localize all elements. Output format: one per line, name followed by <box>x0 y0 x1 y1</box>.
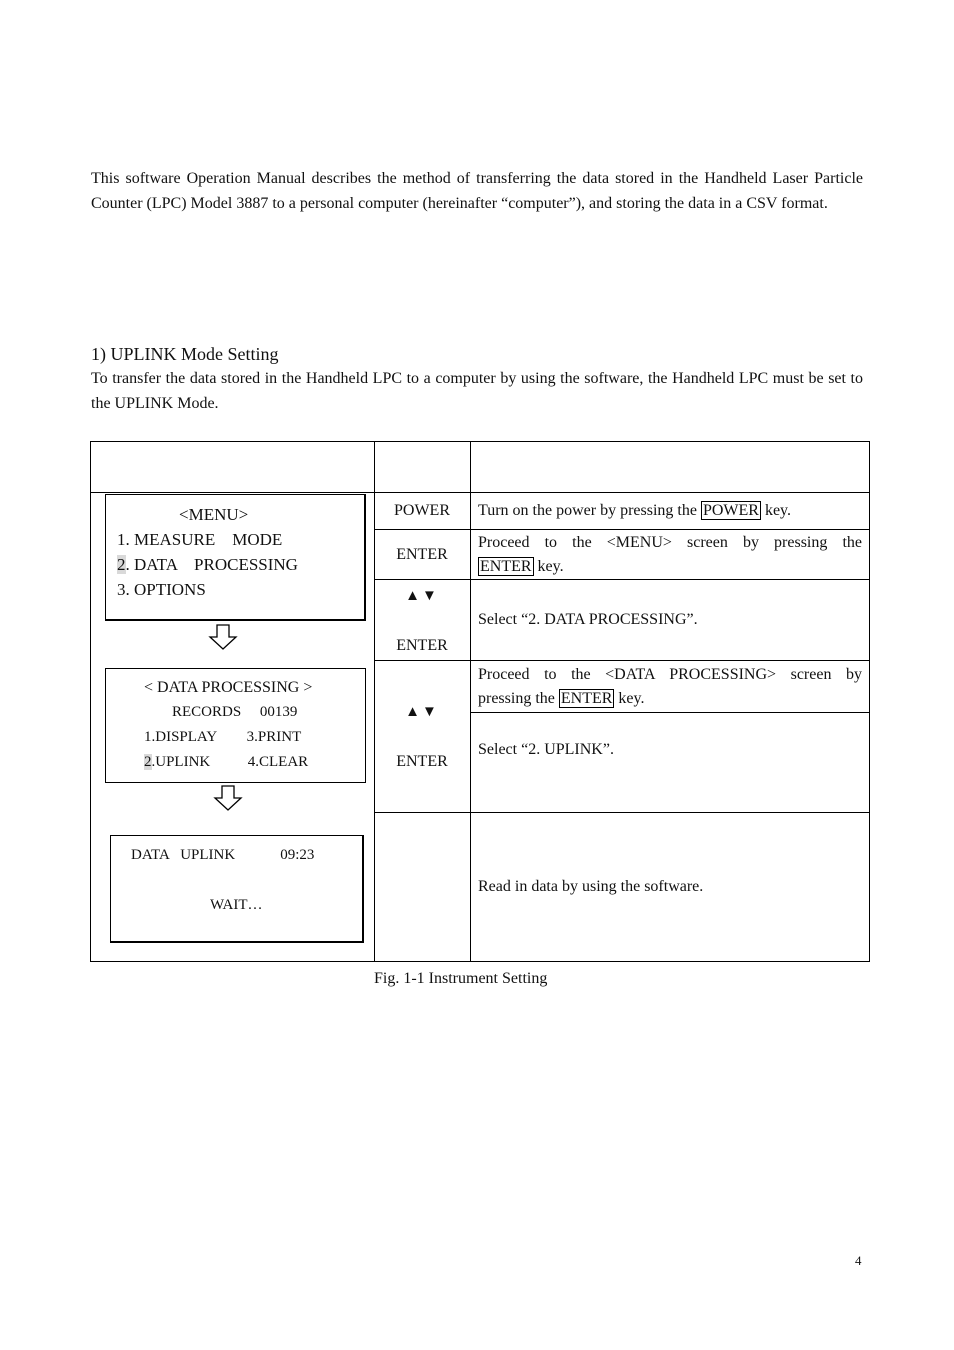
intro-paragraph: This software Operation Manual describes the method of transferring the data stored in the Handheld Laser Particle Counter (LPC) Model 3887 to a personal computer (hereinafter “computer”), and storing the data in a CSV format. <box>91 170 863 212</box>
down-arrow-icon <box>213 785 243 811</box>
uplink-cursor: 2 <box>144 754 152 770</box>
step-description-select-data-processing: Select “2. DATA PROCESSING”. <box>478 611 698 628</box>
step-description-read-data: Read in data by using the software. <box>478 878 704 895</box>
step-description-menu-line1: Proceed to the <MENU> screen by pressing the <box>478 534 862 551</box>
section-paragraph: To transfer the data stored in the Handheld LPC to a computer by using the software, the Handheld LPC must be set to the UPLINK Mode. <box>91 370 863 412</box>
key-enter: ENTER <box>396 637 448 654</box>
down-arrow-icon <box>208 624 238 650</box>
table-header-border <box>90 492 870 493</box>
menu-item-measure: 1. MEASURE MODE <box>117 530 283 549</box>
menu-item-data-processing: 2. DATA PROCESSING <box>117 555 298 574</box>
uplink-screen <box>110 835 364 943</box>
menu-screen <box>105 494 366 621</box>
data-processing-screen <box>105 668 366 783</box>
option-row-display-print: 1.DISPLAY 3.PRINT <box>144 729 302 745</box>
step-description-power: Turn on the power by pressing the POWER key. <box>478 502 792 519</box>
section-heading: 1) UPLINK Mode Setting <box>91 344 279 364</box>
table-row-border <box>374 529 870 530</box>
page-number: 4 <box>855 1253 862 1268</box>
table-row-border <box>374 579 870 580</box>
option-row-uplink-clear: 2.UPLINK 4.CLEAR <box>144 754 309 770</box>
table-row-border <box>374 812 870 813</box>
step-description-data-processing-line1: Proceed to the <DATA PROCESSING> screen by <box>478 666 862 683</box>
step-description-select-uplink: Select “2. UPLINK”. <box>478 741 614 758</box>
key-enter: ENTER <box>396 753 448 770</box>
power-key-label: POWER <box>702 502 759 519</box>
table-row-border <box>374 660 870 661</box>
menu-title: <MENU> <box>179 505 249 524</box>
uplink-status-line: DATA UPLINK 09:23 <box>131 847 315 863</box>
figure-caption: Fig. 1-1 Instrument Setting <box>374 970 548 987</box>
key-arrows: ▲▼ <box>405 588 439 604</box>
key-power: POWER <box>394 502 450 519</box>
enter-key-label: ENTER <box>480 558 532 575</box>
step-description-data-processing-line2: pressing the ENTER key. <box>478 690 645 707</box>
table-divider <box>470 441 471 962</box>
enter-key-label: ENTER <box>560 690 613 707</box>
step-description-menu-line2: ENTER key. <box>480 558 564 575</box>
uplink-wait: WAIT… <box>210 897 263 913</box>
key-enter: ENTER <box>396 546 448 563</box>
data-processing-title: < DATA PROCESSING > <box>144 679 313 696</box>
menu-item-options: 3. OPTIONS <box>117 580 206 599</box>
table-row-border <box>470 712 870 713</box>
key-arrows: ▲▼ <box>405 704 439 720</box>
menu-cursor: 2 <box>117 555 126 574</box>
records-count: RECORDS 00139 <box>172 704 298 720</box>
